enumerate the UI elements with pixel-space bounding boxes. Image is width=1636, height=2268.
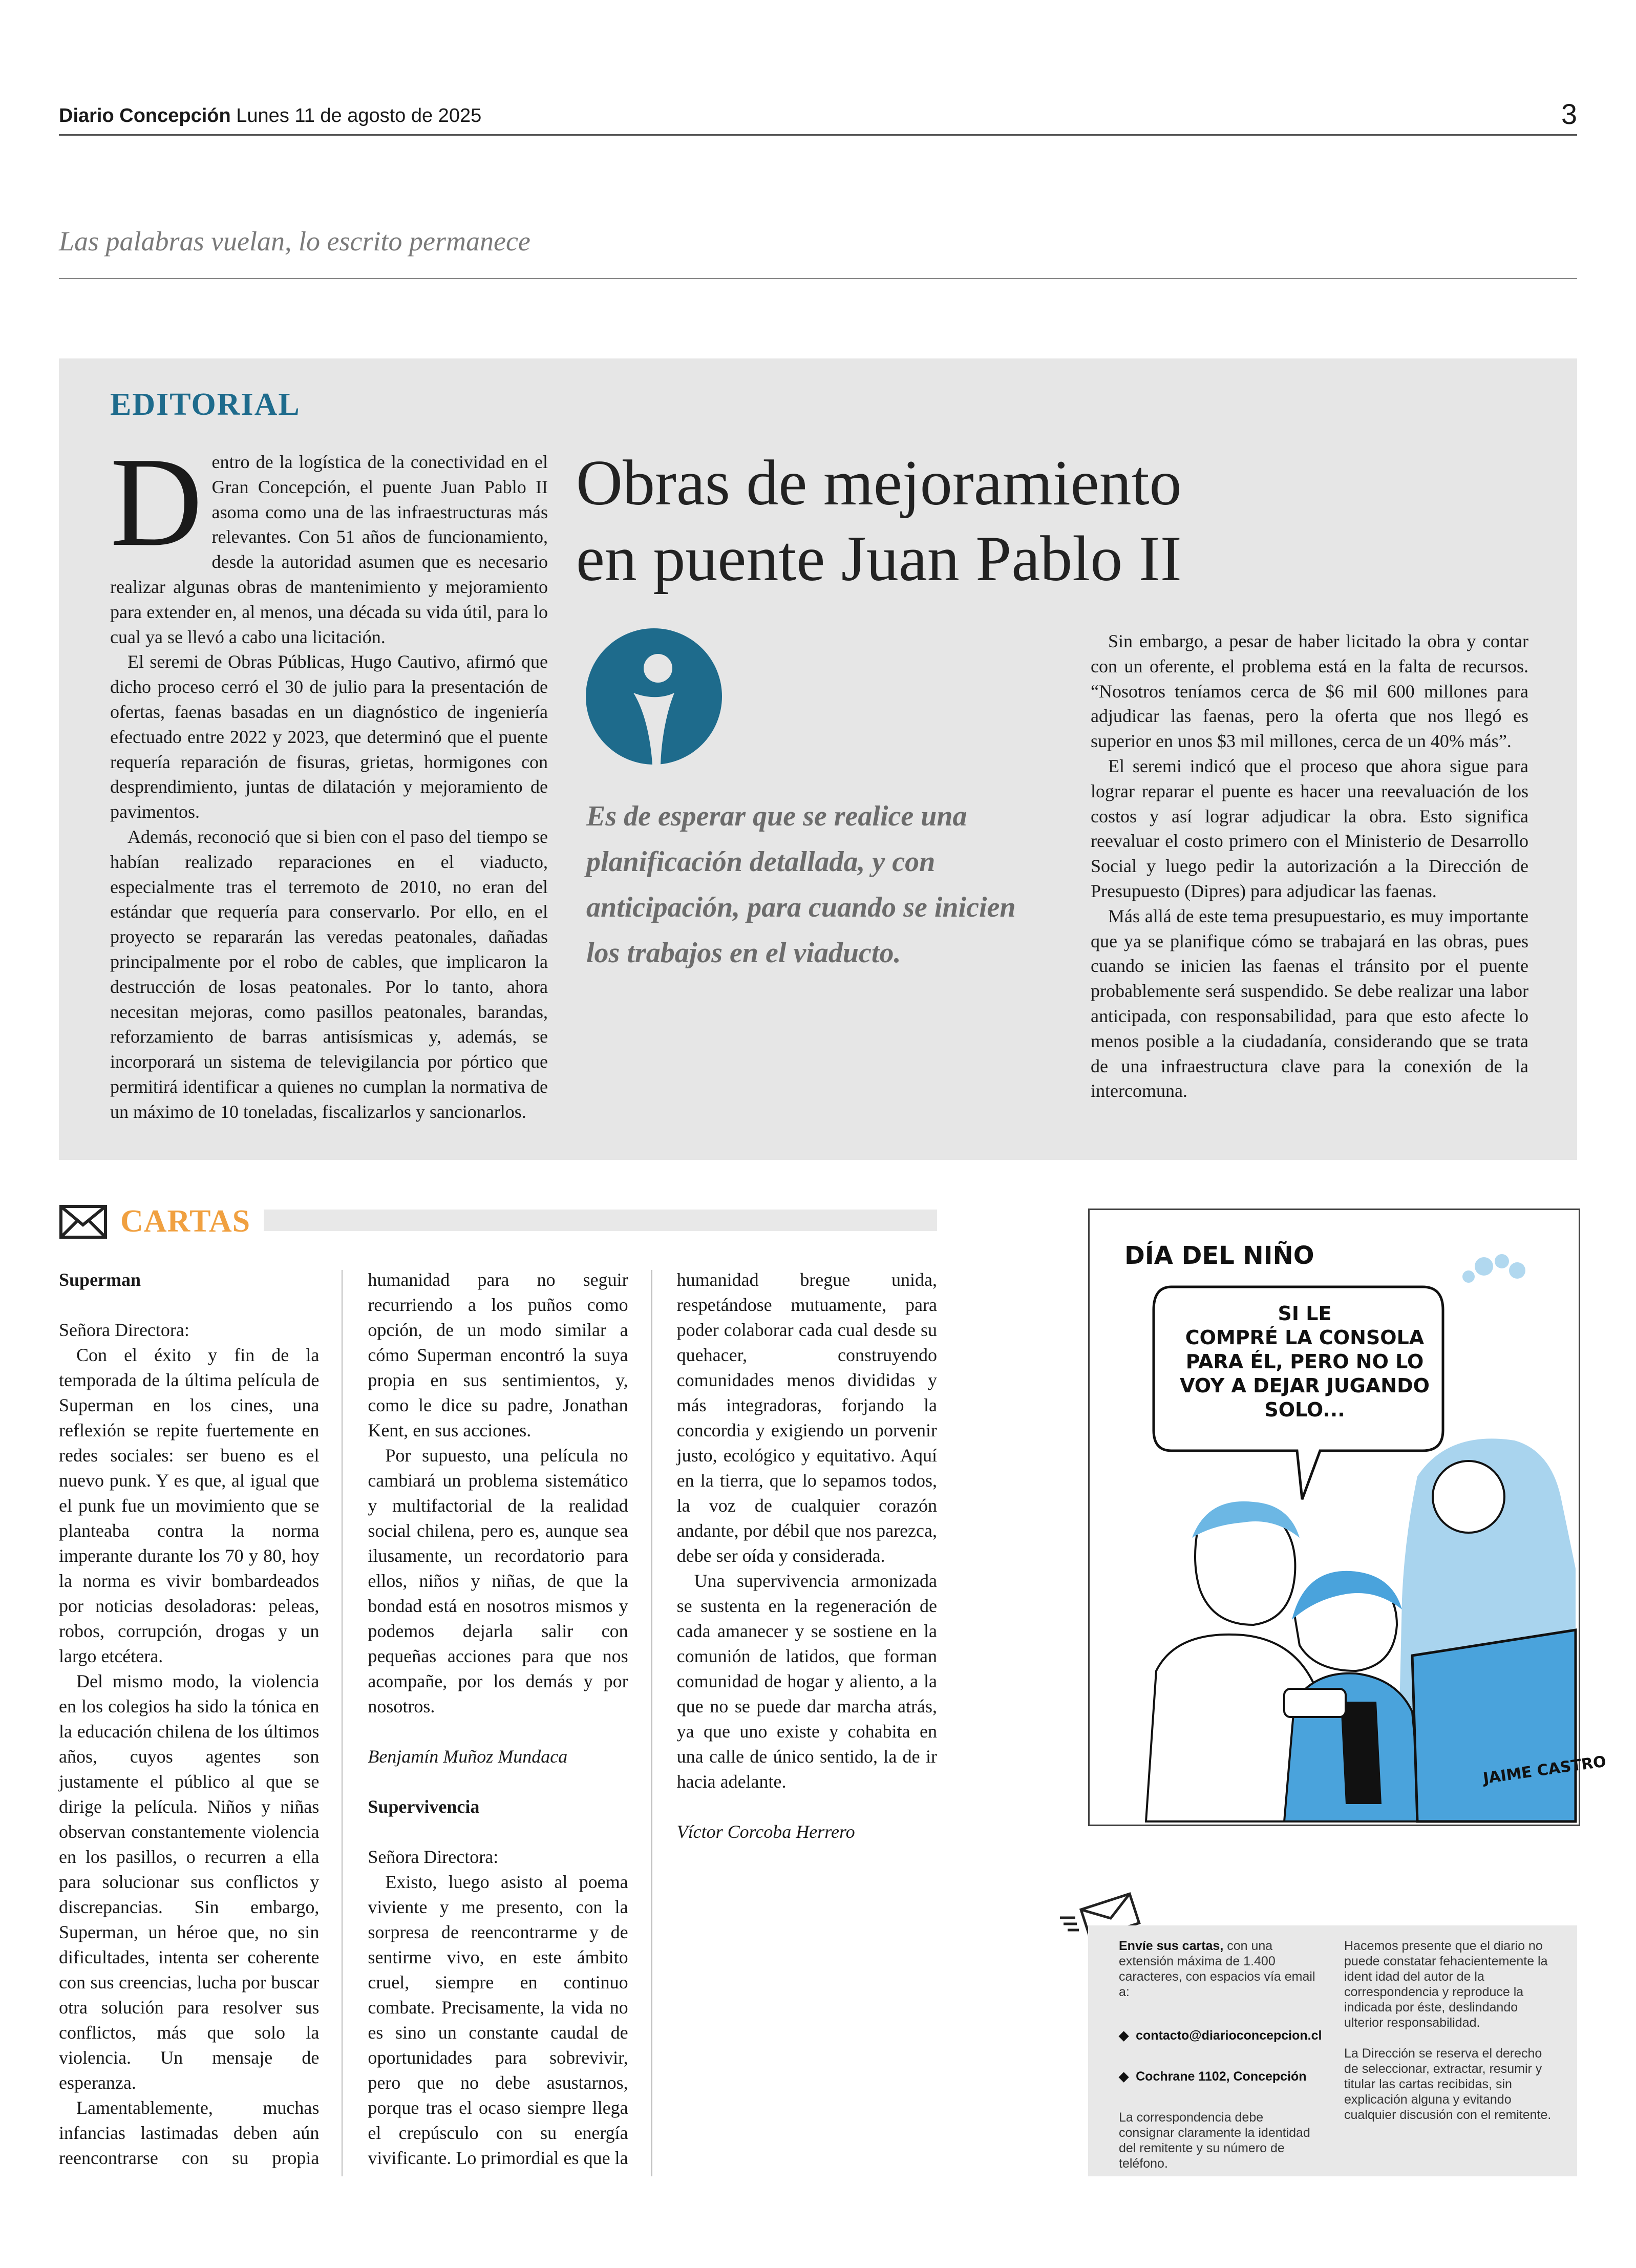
editorial-column-3 [1091,629,1528,1104]
section-tagline: Las palabras vuelan, lo escrito permanece [59,226,530,257]
letter-paragraph: Con el éxito y fin de la temporada de la última película de Superman en los cines, una reflexión se repite fuertemente en redes sociales: ser bueno es el nuevo punk. Y es que, al igual que el punk fue un movimiento que se planteaba contra la norma imperante durante los 70 y 80, hoy la norma es vivir bombardeados por noticias desoladoras: peleas, robos, corrupción, drogas y un largo etcétera. [59,1345,320,1666]
cartas-header-bar [264,1210,937,1231]
info-address: ◆ Cochrane 1102, Concepción [1119,2069,1307,2084]
cartoon-frame [1088,1209,1608,1826]
column-divider [342,1270,343,2176]
letter-paragraph: Por supuesto, una película no cambiará un problema sistemático y multifactorial de la realidad social chilena, pero es, aunque sea ilusamente, un recordatorio para ellos, niños y niñas, de que la bondad está en nosotros mismos y podemos dejarla salir con pequeñas acciones para que nos acompañe, por los demás y por nosotros. [368,1445,628,1716]
editorial-label: EDITORIAL [110,387,301,422]
editorial-column-1 [110,431,548,1125]
editorial-paragraph: Dentro de la logística de la conectividad en el Gran Concepción, el puente Juan Pablo II asoma como una de las infraestructuras más relevantes. Con 51 años de funcionamiento, desde la autoridad asumen que es necesario realizar algunas obras de mantenimiento y mejoramiento para extender en, al menos, una década su vida útil, para lo cual ya se llevó a cabo una licitación. [110,431,548,647]
info-disclaimer: Hacemos presente que el diario no puede constatar fehacientemente la ident idad del autor de la correspondencia y reproduce la indicada por éste, deslindando ulterior responsabilidad. [1344,1939,1548,2030]
info-right [1344,1938,1552,2123]
letter-title: Supervivencia [368,1796,480,1817]
cartoon-illustration [1090,1210,1608,1821]
cartas-label: CARTAS [120,1204,251,1239]
letter-greeting: Señora Directora: [59,1320,189,1340]
tagline-rule [59,278,1577,279]
editorial-paragraph: Además, reconoció que si bien con el paso del tiempo se habían realizado reparaciones en el viaducto, especialmente tras el terremoto de 2010, no eran del estándar que requería para conservarlo. Por ello, en el proyecto se repararán las veredas peatonales, dañadas principalmente por el robo de cables, que implicaron la destrucción de losas peatonales. Por lo tanto, ahora necesitan mejoras, como pasillos peatonales, barandas, reforzamiento de barras antisísmicas y, además, se incorporará un sistema de televigilancia por pórtico que permitirá identificar a quienes no cumplan la normativa de un máximo de 10 toneladas, fiscalizarlos y sancionarlos. [110,826,548,1122]
editorial-paragraph: El seremi indicó que el proceso que ahora sigue para lograr reparar el puente es hacer una reevaluación de los costos y así lograr adjudicar la obra. Esto significa reevaluar el costo primero con el Ministerio de Desarrollo Social y luego pedir la autorización a la Dirección de Presupuesto (Dipres) para adjudicar las faenas. [1091,755,1528,901]
info-lead: Envíe sus cartas, con una extensión máxima de 1.400 caracteres, con espacios vía email a: [1119,1939,1315,1999]
letter-title: Superman [59,1269,141,1290]
letter-paragraph: Una supervivencia armonizada se sustenta en la regeneración de cada amanecer y se sostiene en la comunión de latidos, que forman comunidad de hogar y aliento, a la que no se puede dar marcha atrás, ya que uno existe y cohabita en una calle de único sentido, la de ir hacia adelante. [676,1571,937,1792]
letters-columns [59,1267,937,2179]
envelope-icon [59,1204,108,1239]
editorial-pull-quote: Es de esperar que se realice una planificación detallada, y con anticipación, para cuando se inicien los trabajos en el viaducto. [586,800,1016,969]
svg-text:PARA ÉL, PERO NO LO: PARA ÉL, PERO NO LO [1185,1350,1424,1373]
page-number: 3 [1561,98,1577,130]
drop-cap: D [110,431,203,573]
info-icon [585,627,723,766]
svg-text:SI LE: SI LE [1278,1302,1332,1325]
letter-paragraph: Existo, luego asisto al poema viviente y me presento, con la sorpresa de reencontrarme y de sentirme vivo, en este ámbito cruel, siempre en continuo combate. Precisamente, la vida no es sino un constante caudal de oportunidades para sobrevivir, pero que no debe asustarnos, porque tras el ocaso siempre llega el crepúsculo con su energía vivificante. Lo primordial es que la humanidad bregue unida, respetándose mutuamente, para poder colaborar cada cual desde su quehacer, construyendo comunidades menos divididas y más integradoras, forjando la concordia y exigiendo un porvenir justo, ecológico y equitativo. Aquí en la tierra, que lo sepamos todos, la voz de cualquier corazón andante, por débil que nos parezca, debe ser oída y considerada. [368,1269,937,2168]
editorial-paragraph: Sin embargo, a pesar de haber licitado la obra y contar con un oferente, el problema está en la falta de recursos. “Nosotros teníamos cerca de $6 mil 600 millones para adjudicar las faenas, pero la oferta que nos llegó es superior en unos $3 mil millones, cerca de un 40% más”. [1091,631,1528,752]
svg-text:VOY A DEJAR JUGANDO: VOY A DEJAR JUGANDO [1180,1374,1430,1397]
editorial-paragraph: El seremi de Obras Públicas, Hugo Cautivo, afirmó que dicho proceso cerró el 30 de julio para la presentación de ofertas, faenas basadas en un diagnóstico de ingeniería efectuado entre 2022 y 2023, que determinó que el puente requería reparación de fisuras, grietas, hormigones con desprendimiento, juntas de dilatación y mejoramiento de pavimentos. [110,651,548,822]
letter-greeting: Señora Directora: [368,1847,499,1867]
cartoon-screen [1412,1630,1576,1821]
letter-signature: Benjamín Muñoz Mundaca [368,1746,568,1767]
page-header [59,105,481,127]
letters-info-box [1088,1925,1577,2176]
letter-paragraph: Lamentablemente, muchas infancias lastimadas deben aún reencontrarse con su propia humanidad para no seguir recurriendo a los puños como opción, de un modo similar a cómo Superman encontró la suya propia en sus sentimientos, y, como le dice su padre, Jonathan Kent, en sus acciones. [59,1269,628,2168]
column-divider [651,1270,652,2176]
svg-text:SOLO...: SOLO... [1264,1398,1345,1421]
svg-text:COMPRÉ LA CONSOLA: COMPRÉ LA CONSOLA [1185,1326,1425,1349]
cartoon-controller [1284,1689,1346,1717]
cartoon-signature: JAIME CASTRO [1482,1752,1608,1788]
editorial-headline: Obras de mejoramiento en puente Juan Pablo II [576,448,1182,595]
cartoon-title: DÍA DEL NIÑO [1124,1241,1314,1270]
paper-name: Diario Concepción [59,105,231,126]
info-email[interactable]: ◆ contacto@diarioconcepcion.cl [1119,2028,1322,2043]
letter-paragraph: Del mismo modo, la violencia en los colegios ha sido la tónica en la educación chilena de los últimos años, cuyos agentes son justamente el público al que se dirige la película. Niños y niñas observan constantemente violencia en los pasillos, o recurren a ella para solucionar sus conflictos y discrepancias. Sin embargo, Superman, un héroe que, no sin dificultades, intenta ser coherente con sus creencias, lucha por buscar otra solución para resolver sus conflictos, más que solo la violencia. Un mensaje de esperanza. [59,1671,320,2093]
header-rule [59,134,1577,136]
cartoon-sparkles [1462,1254,1525,1283]
editorial-paragraph: Más allá de este tema presupuestario, es muy importante que ya se planifique cómo se trabajará en las obras, pues cuando se inicien las faenas el tránsito por el puente probablemente será suspendido. Se debe realizar una labor anticipada, con responsabilidad, para que esto afecte lo menos posible a la ciudadanía, considerando que se trata de una infraestructura clave para la conexión de la intercomuna. [1091,905,1528,1101]
info-rights: La Dirección se reserva el derecho de seleccionar, extractar, resumir y titular las cartas recibidas, sin explicación alguna y evitando cualquier discusión con el remitente. [1344,2046,1552,2122]
info-left [1119,1938,1321,2171]
letter-signature: Víctor Corcoba Herrero [676,1821,855,1842]
issue-date: Lunes 11 de agosto de 2025 [236,105,482,126]
info-note: La correspondencia debe consignar claramente la identidad del remitente y su número de teléfono. [1119,2110,1310,2171]
